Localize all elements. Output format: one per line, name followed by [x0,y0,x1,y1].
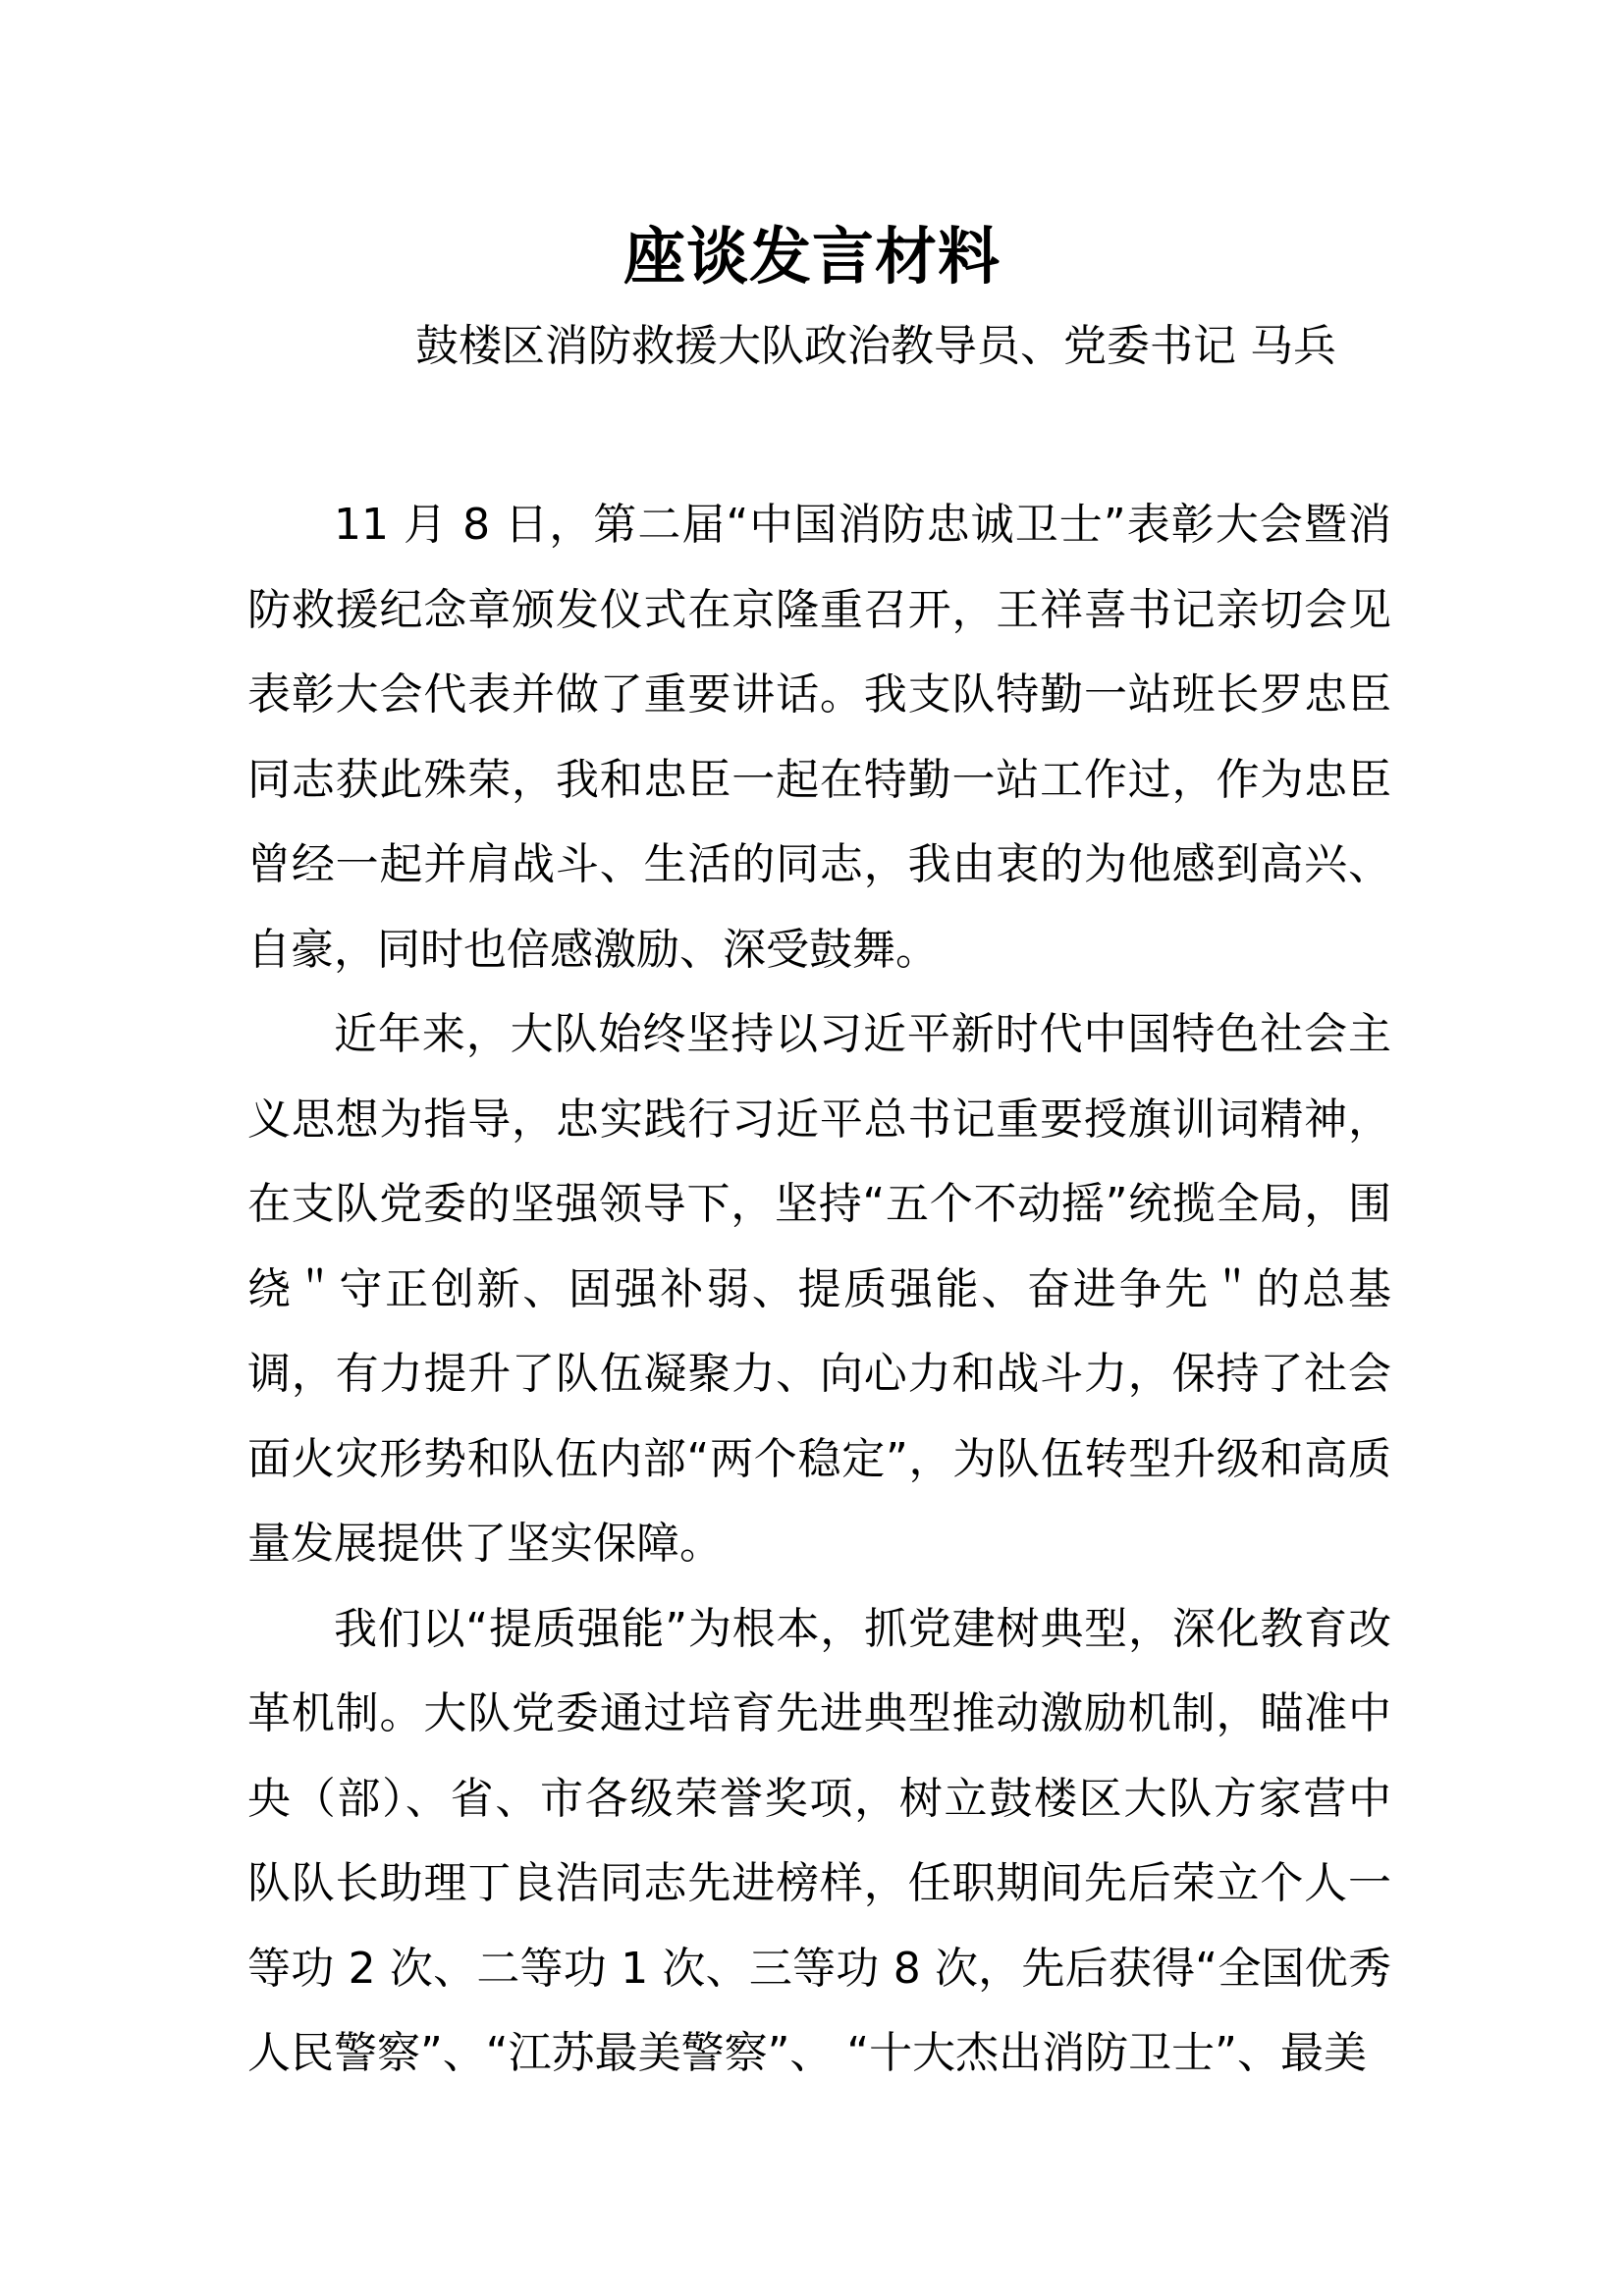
document-title: 座谈发言材料 [623,221,1001,293]
document-subtitle: 鼓楼区消防救援大队政治教导员、党委书记 马兵 [415,321,1336,371]
paragraph-3: 我们以“提质强能”为根本，抓党建树典型，深化教育改革机制。大队党委通过培育先进典型推动激励机制，瞄准中央（部）、省、市各级荣誉奖项，树立鼓楼区大队方家营中队队长助理丁良浩同志先进榜样，任职期间先后荣立个人一等功 2 次、二等功 1 次、三等功 8 次，先后获得“全国优秀人民警察”、“江苏最美警察”、 “十大杰出消防卫士”、最美 [247,1603,1391,2078]
paragraph-1: 11 月 8 日，第二届“中国消防忠诚卫士”表彰大会暨消防救援纪念章颁发仪式在京隆重召开，王祥喜书记亲切会见表彰大会代表并做了重要讲话。我支队特勤一站班长罗忠臣同志获此殊荣，我和忠臣一起在特勤一站工作过，作为忠臣曾经一起并肩战斗、生活的同志，我由衷的为他感到高兴、自豪，同时也倍感激励、深受鼓舞。 [247,500,1391,975]
document-body [247,483,1391,2097]
paragraph-2: 近年来，大队始终坚持以习近平新时代中国特色社会主义思想为指导，忠实践行习近平总书记重要授旗训词精神，在支队党委的坚强领导下，坚持“五个不动摇”统揽全局，围绕＂守正创新、固强补弱、提质强能、奋进争先＂的总基调，有力提升了队伍凝聚力、向心力和战斗力，保持了社会面火灾形势和队伍内部“两个稳定”，为队伍转型升级和高质量发展提供了坚实保障。 [247,1009,1391,1569]
